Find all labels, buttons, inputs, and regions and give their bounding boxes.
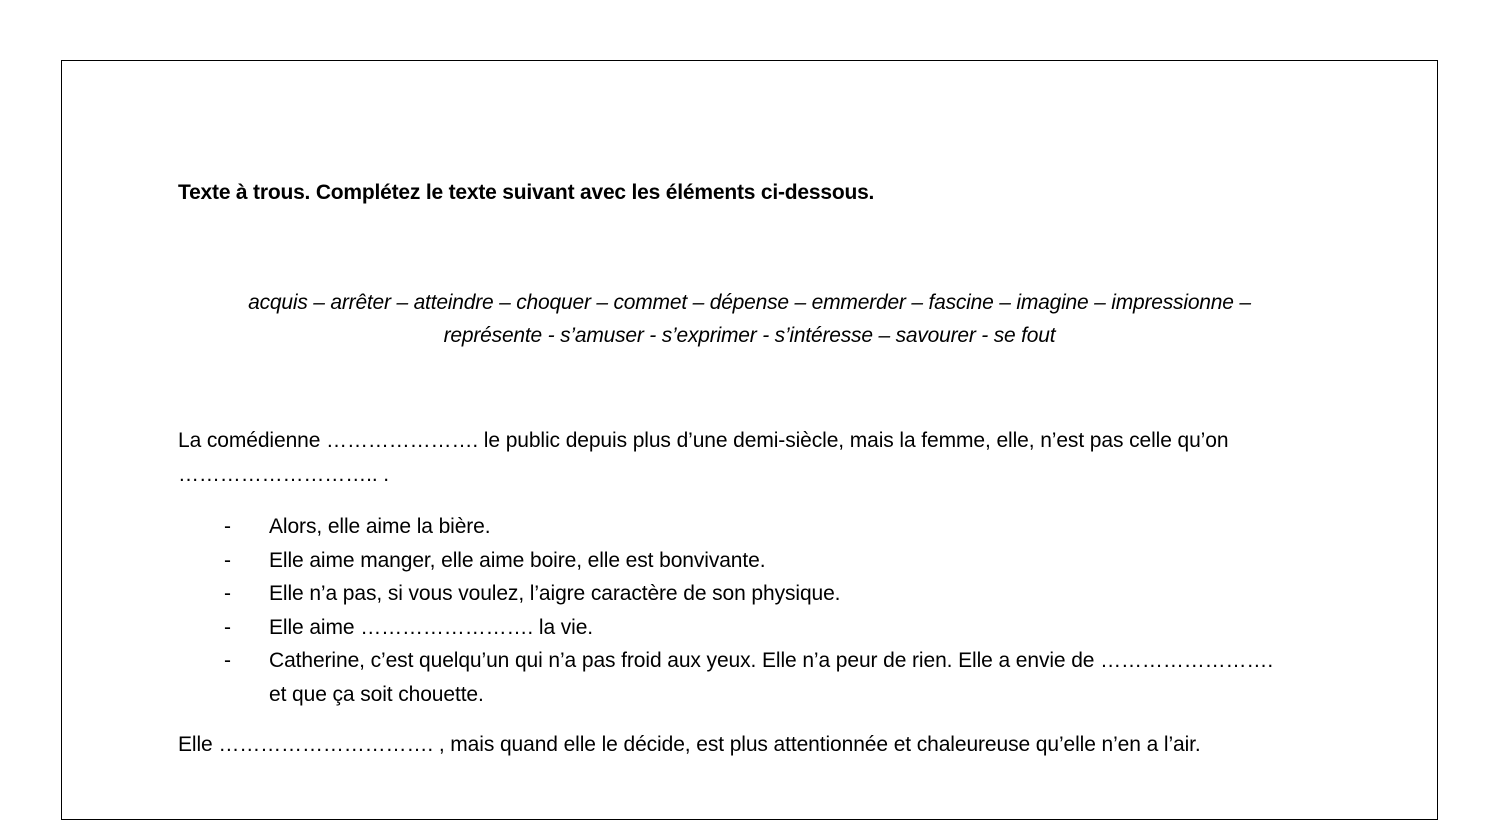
list-item-text: Catherine, c’est quelqu’un qui n’a pas froid aux yeux. Elle n’a peur de rien. Elle a envie de ……………………. — [269, 649, 1274, 672]
list-item — [178, 544, 1273, 578]
bullet-dash: - — [224, 649, 231, 672]
word-bank-line: acquis – arrêter – atteindre – choquer – commet – dépense – emmerder – fascine – imagine – impressionne – — [248, 291, 1251, 314]
bullet-dash: - — [224, 515, 231, 538]
list-item — [178, 644, 1273, 711]
word-bank-line: représente - s’amuser - s’exprimer - s’intéresse – savourer - se fout — [443, 324, 1056, 347]
paragraph-line: ……………………….. . — [178, 463, 390, 486]
list-item — [178, 577, 1273, 611]
list-item-text: Elle n’a pas, si vous voulez, l’aigre caractère de son physique. — [269, 582, 841, 605]
exercise-instruction: Texte à trous. Complétez le texte suivant avec les éléments ci-dessous. — [178, 181, 875, 204]
list-item — [178, 611, 1273, 645]
list-item-text: et que ça soit chouette. — [269, 682, 484, 706]
list-item-text: Elle aime manger, elle aime boire, elle est bonvivante. — [269, 548, 766, 572]
bullet-dash: - — [224, 548, 231, 572]
bullet-dash: - — [224, 582, 231, 605]
paragraph-1 — [178, 424, 1228, 492]
paragraph-line: La comédienne …………………. le public depuis plus d’une demi-siècle, mais la femme, elle, n’est pas celle qu’on — [178, 429, 1229, 452]
list-item-text: Alors, elle aime la bière. — [269, 515, 491, 538]
word-bank — [178, 286, 1321, 352]
paragraph-2: Elle …………………………. , mais quand elle le décide, est plus attentionnée et chaleureuse qu’elle n’en a l’air. — [178, 733, 1201, 756]
bullet-dash: - — [224, 615, 231, 639]
list-item-text: Elle aime ……………………. la vie. — [269, 615, 594, 639]
list-item — [178, 510, 1273, 544]
quote-list — [178, 510, 1273, 711]
